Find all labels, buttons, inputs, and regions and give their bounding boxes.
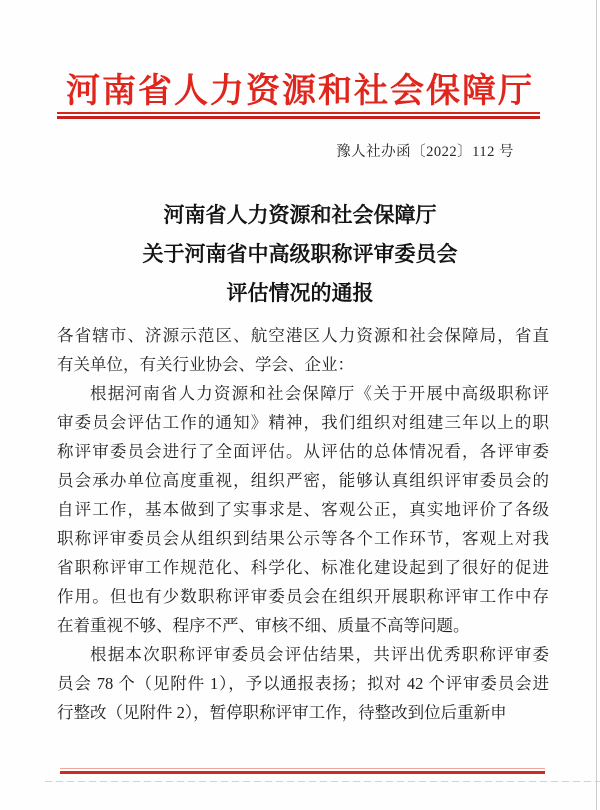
letterhead-divider [57, 112, 540, 119]
letterhead-title: 河南省人力资源和社会保障厅 [66, 73, 534, 110]
notice-title-line-2: 关于河南省中高级职称评审委员会 [142, 242, 458, 266]
page-edge-bottom [45, 781, 600, 782]
notice-title-line-3: 评估情况的通报 [226, 281, 374, 305]
body-line: 自评工作，基本做到了实事求是、客观公正，真实地评价了各级 [57, 500, 549, 519]
body-line: 各省辖市、济源示范区、航空港区人力资源和社会保障局，省直 [57, 326, 549, 345]
notice-body [57, 321, 549, 727]
footer-divider-thick-line [60, 771, 545, 774]
body-line: 根据河南省人力资源和社会保障厅《关于开展中高级职称评 [90, 384, 549, 403]
body-line: 审委员会评估工作的通知》精神，我们组织对组建三年以上的职 [57, 413, 549, 432]
body-line: 行整改（见附件 2），暂停职称评审工作，待整改到位后重新申 [57, 703, 507, 722]
body-line: 称评审委员会进行了全面评估。从评估的总体情况看，各评审委 [57, 442, 549, 461]
body-line: 在着重视不够、程序不严、审核不细、质量不高等问题。 [57, 616, 470, 635]
body-line: 员会 78 个（见附件 1），予以通报表扬；拟对 42 个评审委员会进 [57, 674, 549, 693]
body-line: 省职称评审工作规范化、科学化、标准化建设起到了很好的促进 [57, 558, 549, 577]
body-line: 有关单位，有关行业协会、学会、企业： [57, 355, 354, 374]
letterhead-divider-thick-line [57, 116, 540, 119]
page-edge-right [596, 0, 597, 810]
notice-title [0, 196, 600, 313]
body-line: 根据本次职称评审委员会评估结果，共评出优秀职称评审委 [90, 645, 549, 664]
body-line: 员会承办单位高度重视，组织严密，能够认真组织评审委员会的 [57, 471, 549, 490]
body-line: 职称评审委员会从组织到结果公示等各个工作环节，客观上对我 [57, 529, 549, 548]
notice-title-line-1: 河南省人力资源和社会保障厅 [163, 203, 437, 227]
doc-number: 豫人社办函〔2022〕112 号 [336, 144, 514, 160]
footer-divider [60, 768, 545, 774]
body-line: 作用。但也有少数职称评审委员会在组织开展职称评审工作中存 [57, 587, 549, 606]
